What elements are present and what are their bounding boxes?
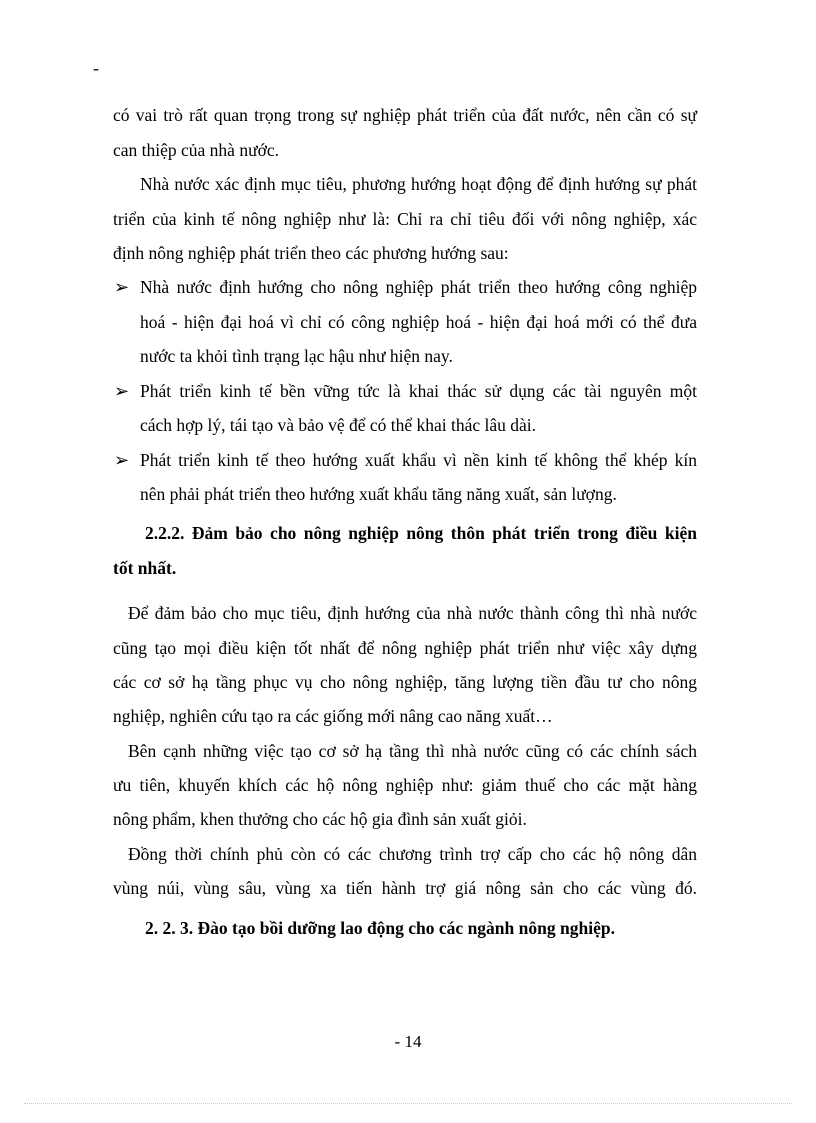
text-line: Nhà nước định hướng cho nông nghiệp phát triển theo hướng công nghiệp <box>140 277 697 297</box>
text-line: nghiệp, nghiên cứu tạo ra các giống mới nâng cao năng xuất… <box>113 706 553 726</box>
text-line: có vai trò rất quan trọng trong sự nghiệp phát triển của đất nước, nên cần có sự <box>113 105 697 125</box>
text-line: ưu tiên, khuyến khích các hộ nông nghiệp như: giảm thuế cho các mặt hàng <box>113 775 697 795</box>
text-line: nông phẩm, khen thưởng cho các hộ gia đình sản xuất giỏi. <box>113 809 527 829</box>
text-line: nước ta khỏi tình trạng lạc hậu như hiện nay. <box>140 346 453 366</box>
text-line: Phát triển kinh tế theo hướng xuất khẩu vì nền kinh tế không thể khép kín <box>140 450 697 470</box>
section-heading-line: 2.2.2. Đảm bảo cho nông nghiệp nông thôn phát triển trong điều kiện <box>145 523 697 543</box>
top-dash-mark: - <box>93 58 99 78</box>
page-number: - 14 <box>394 1032 422 1051</box>
page-bottom-border <box>24 1103 792 1104</box>
arrow-bullet-icon: ➢ <box>114 450 130 470</box>
text-line: cách hợp lý, tái tạo và bảo vệ để có thể khai thác lâu dài. <box>140 415 537 435</box>
text-line: Đồng thời chính phủ còn có các chương trình trợ cấp cho các hộ nông dân <box>128 844 697 864</box>
text-line: can thiệp của nhà nước. <box>113 140 279 160</box>
arrow-bullet-icon: ➢ <box>114 381 130 401</box>
text-line: Bên cạnh những việc tạo cơ sở hạ tầng thì nhà nước cũng có các chính sách <box>128 741 697 761</box>
text-line: nên phải phát triển theo hướng xuất khẩu tăng năng xuất, sản lượng. <box>140 484 617 504</box>
text-line: các cơ sở hạ tầng phục vụ cho nông nghiệp, tăng lượng tiền đầu tư cho nông <box>113 672 697 692</box>
section-heading-line: 2. 2. 3. Đào tạo bồi dưỡng lao động cho các ngành nông nghiệp. <box>145 918 615 938</box>
text-line: Nhà nước xác định mục tiêu, phương hướng hoạt động để định hướng sự phát <box>140 174 697 194</box>
text-line: vùng núi, vùng sâu, vùng xa tiến hành trợ giá nông sản cho các vùng đó. <box>113 878 697 898</box>
text-line: Để đảm bảo cho mục tiêu, định hướng của nhà nước thành công thì nhà nước <box>128 603 697 623</box>
arrow-bullet-icon: ➢ <box>114 277 130 297</box>
text-line: hoá - hiện đại hoá vì chỉ có công nghiệp hoá - hiện đại hoá mới có thể đưa <box>140 312 697 332</box>
text-line: định nông nghiệp phát triển theo các phương hướng sau: <box>113 243 509 263</box>
text-line: cũng tạo mọi điều kiện tốt nhất để nông nghiệp phát triển như việc xây dựng <box>113 638 697 658</box>
section-heading-line: tốt nhất. <box>113 558 177 578</box>
text-line: triển của kinh tế nông nghiệp như là: Chỉ ra chỉ tiêu đối với nông nghiệp, xác <box>113 209 697 229</box>
text-line: Phát triển kinh tế bền vững tức là khai thác sử dụng các tài nguyên một <box>140 381 697 401</box>
